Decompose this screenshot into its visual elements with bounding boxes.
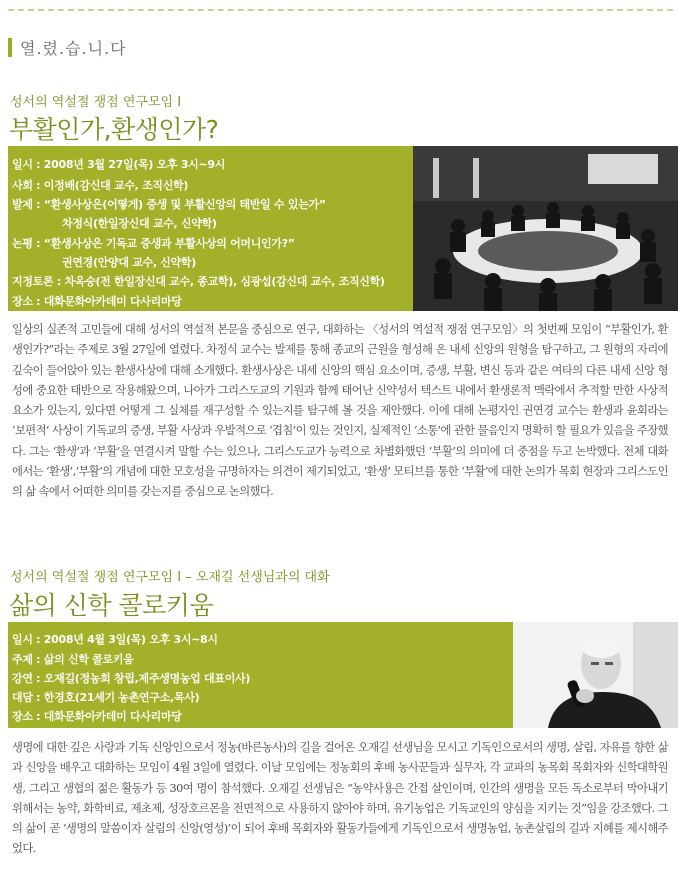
event1-venue: 장소 : 대화문화아카데미 다사리마당 [12,295,182,308]
event2-title: 삶의 신학 콜로키움 [9,591,214,620]
event1-designated: 지정토론 : 차옥숭(전 한일장신대 교수, 종교학), 심광섭(감신대 교수, 조직신학) [12,275,385,288]
section-header [8,36,127,58]
event1-host: 사회 : 이정배(감신대 교수, 조직신학) [12,179,189,192]
event2-kicker: 성서의 역설절 쟁점 연구모임 I – 오재길 선생님과의 대화 [10,570,330,585]
event2-venue: 장소 : 대화문화아카데미 다사리마당 [12,710,182,723]
event1-panel: 논평 : “환생사상은 기독교 증생과 부활사상의 어머니인가?” [12,237,295,250]
event2-body: 생명에 대한 깊은 사랑과 기독 신앙인으로서 정농(바른농사)의 길을 걸어온 오재길 선생님을 모시고 기독인으로서의 생명, 살림, 자유를 향한 삶과 신앙을 배우고 대화하는 모임이 4월 3일에 열렸다. 이날 모임에는 정농회의 후배 농사꾼들과 실무자, 각 교파의 농목회 목회자와 신학대학원생, 그리고 생협의 젊은 활동가 등 30여 명이 참석했다. 오재길 선생님은 “농약사용은 간접 살인이며, 인간의 생명을 모든 독소로부터 막아내기 위해서는 농약, 화학비료, 제초제, 성장호르몬을 전면적으로 사용하지 않아야 하며, 유기농업은 기독교인의 양심을 지키는 것”임을 강조했다. 그의 삶이 곧 ‘생명의 말씀이자 살림의 신앙(영성)’이 되어 후배 목회자와 활동가들에게 기독인으로서 생명농업, 농촌살림의 길과 지혜를 제시해주었다. [12,741,668,856]
top-dashed-divider [8,9,673,11]
event1-date: 일시 : 2008년 3월 27일(목) 오후 3시~9시 [12,158,226,171]
speaker-portrait-icon [513,622,678,728]
section-title: 열.렸.습.니.다 [20,38,127,58]
section-marker [8,38,12,57]
event2-lecture: 강연 : 오재길(정농회 창립,제주생명농업 대표이사) [12,672,251,685]
event1-presenter-name: 차정식(한일장신대 교수, 신약학) [62,217,217,230]
event1-presenter: 발제 : “환생사상은(어떻게) 증생 및 부활신앙의 태반일 수 있는가” [12,198,326,211]
event1-title: 부활인가,환생인가? [9,115,219,144]
event1-panel-name: 권연경(안양대 교수, 신약학) [62,256,196,269]
conference-photo-icon [413,146,678,311]
event2-dialogue: 대담 : 한경호(21세기 농촌연구소,목사) [12,691,200,704]
event1-body: 일상의 실존적 고민들에 대해 성서의 역설적 본문을 중심으로 연구, 대화하는 〈성서의 역설적 쟁점 연구모임〉의 첫번째 모임이 “부활인가, 환생인가?”라는 주제로 3월 27일에 열렸다. 차정식 교수는 발제를 통해 종교의 근원을 형성해 온 내세 신앙의 원형을 탐구하고, 그 원형의 자리에 깊숙이 들어앉아 있는 환생사상에 대해 소개했다. 환생사상은 내세 신앙의 핵심 요소이며, 증생, 부활, 변신 등과 같은 여타의 다른 내세 신앙 형성에 중요한 태반으로 작용해왔으며, 나아가 그리스도교의 기원과 함께 태어난 신약성서 텍스트 내에서 환생론적 맥락에서 추적할 만한 사상적 요소가 있는지, 있다면 어떻게 그 실체를 재구성할 수 있는지를 탐구해 볼 것을 제안했다. 이에 대해 논평자인 권연경 교수는 환생과 윤회라는 ‘보편적’ 사상이 기독교의 증생, 부활 사상과 우발적으로 ‘겹침’이 있는 것인지, 실제적인 ‘소통’에 관한 물음인지 명확히 할 필요가 있음을 주장했다. 그는 ‘환생’과 ‘부활’을 연결시켜 말할 수는 있으나, 그리스도교가 능력으로 차별화했던 ‘부활’의 의미에 더 중점을 두고 논박했다. 전체 대화에서는 ‘환생’,‘부활’의 개념에 대한 모호성을 규명하자는 의견이 제기되었고, ‘환생’ 모티브를 통한 ‘부활’에 대한 논의가 목회 현장과 그리스도인의 삶 속에서 어떠한 의미를 갖는지를 중심으로 논의했다. [12,323,668,499]
event2-topic: 주제 : 삶의 신학 콜로키움 [12,653,134,666]
event1-kicker: 성서의 역설절 쟁점 연구모임 I [10,95,182,110]
event2-date: 일시 : 2008년 4월 3일(목) 오후 3시~8시 [12,633,218,646]
